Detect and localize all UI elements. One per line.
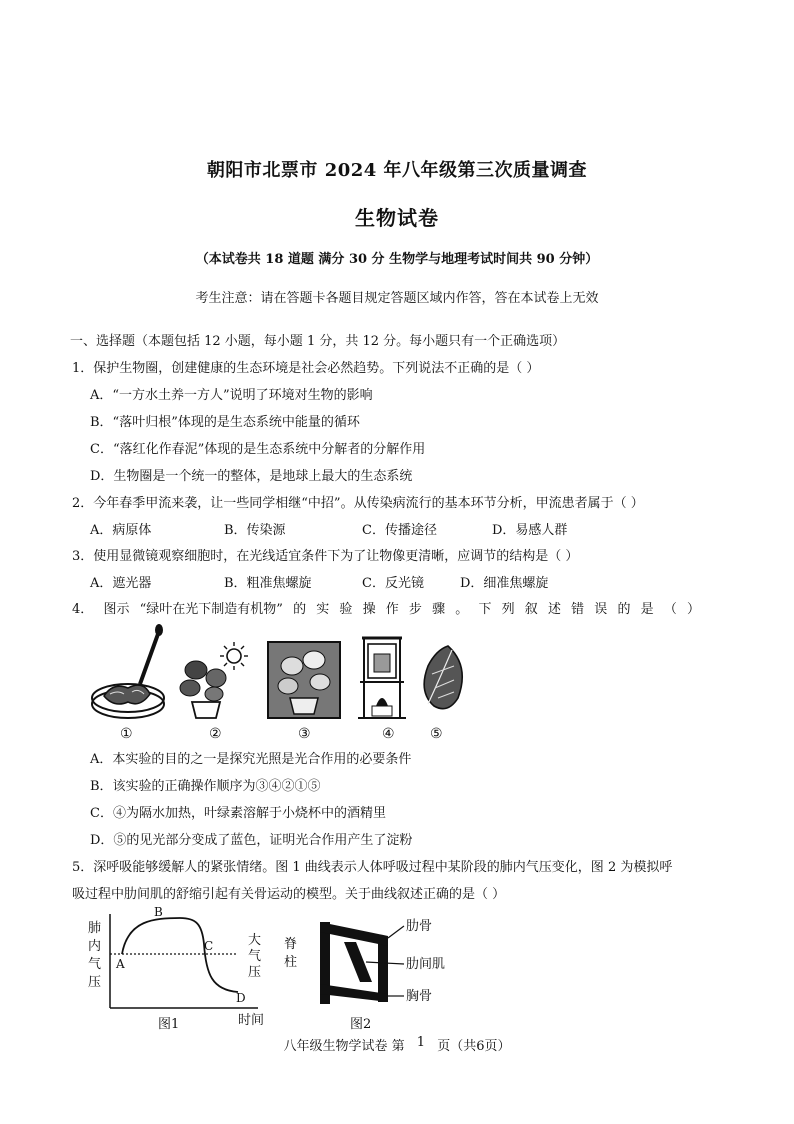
q4-part: 误 (594, 602, 608, 617)
footer-prefix: 八年级生物学试卷 第 (283, 1039, 405, 1054)
fig1-caption: 图1 (158, 1017, 180, 1032)
fig1-point-b: B (154, 905, 163, 919)
question-3-option-d: D．细准焦螺旋 (460, 576, 549, 591)
question-1-option-b: B．“落叶归根”体现的是生态系统中能量的循环 (90, 415, 360, 430)
question-4-option-c: C．④为隔水加热，叶绿素溶解于小烧杯中的酒精里 (90, 806, 386, 821)
question-3-option-c: C．反光镜 (362, 576, 424, 591)
question-3-stem: 3．使用显微镜观察细胞时，在光线适宜条件下为了让物像更清晰，应调节的结构是（ ） (72, 549, 579, 564)
q4-part: 错 (571, 602, 585, 617)
question-1-option-a: A．“一方水土养一方人”说明了环境对生物的影响 (90, 388, 373, 403)
question-3-option-a: A．遮光器 (90, 576, 152, 591)
fig1-ylabel-char: 压 (88, 975, 102, 990)
q4-part: 下 (478, 602, 492, 617)
fig2-label-rib: 肋骨 (406, 919, 433, 934)
question-1-option-c: C．“落红化作春泥”体现的是生态系统中分解者的分解作用 (90, 442, 426, 457)
fig2-label-sternum: 胸骨 (406, 989, 433, 1004)
question-1-option-d: D．生物圈是一个统一的整体，是地球上最大的生态系统 (90, 469, 413, 484)
fig1-ylabel-char: 内 (88, 939, 102, 954)
fig1-xlabel: 时间 (238, 1013, 265, 1028)
section-title: 一、选择题（本题包括 12 小题，每小题 1 分，共 12 分。每小题只有一个正确选项） (70, 334, 566, 349)
page-footer (0, 1035, 794, 1054)
question-1-stem: 1．保护生物圈，创建健康的生态环境是社会必然趋势。下列说法不正确的是（ ） (72, 361, 540, 376)
question-2-option-c: C．传播途径 (362, 523, 437, 538)
q4-part: 骤 (432, 602, 446, 617)
figure-label-3: ③ (298, 726, 311, 742)
q4-part: “绿叶在光下制造有机物” (139, 602, 283, 617)
fig2-label-intercostal: 肋间肌 (406, 957, 446, 972)
figure-label-5: ⑤ (430, 726, 443, 742)
question-5-stem-line1: 5．深呼吸能够缓解人的紧张情绪。图 1 曲线表示人体呼吸过程中某阶段的肺内气压变化，图 2 为模拟呼 (72, 860, 673, 875)
question-4-stem (72, 598, 700, 617)
fig1-point-a: A (116, 957, 125, 971)
q4-part: 的 (293, 602, 307, 617)
figure-label-2: ② (209, 726, 222, 742)
q4-part: 作 (385, 602, 399, 617)
q4-part: 叙 (524, 602, 538, 617)
q4-part: 。 (455, 602, 469, 617)
figure-label-1: ① (120, 726, 133, 742)
q4-part: 4． (72, 602, 94, 617)
exam-info: （本试卷共 18 道题 满分 30 分 生物学与地理考试时间共 90 分钟） (195, 252, 599, 267)
question-2-option-b: B．传染源 (224, 523, 286, 538)
fig1-atm-char: 大 (248, 933, 262, 948)
fig1-point-d: D (236, 991, 246, 1005)
question-3-options (90, 572, 548, 591)
question-2-option-d: D．易感人群 (492, 523, 568, 538)
petri-dish-icon (92, 624, 164, 718)
question-5-stem-line2: 吸过程中肋间肌的舒缩引起有关骨运动的模型。关于曲线叙述正确的是（ ） (72, 887, 506, 902)
figure-label-4: ④ (382, 726, 395, 742)
fig2-sternum-bar (378, 936, 388, 1002)
exam-subtitle: 生物试卷 (355, 206, 439, 230)
q4-part: （ (663, 602, 677, 617)
plant-sun-icon (180, 642, 248, 718)
q4-part: 操 (362, 602, 376, 617)
question-3-option-b: B．粗准焦螺旋 (224, 576, 312, 591)
water-bath-icon (358, 638, 406, 718)
plant-dark-icon (268, 642, 340, 718)
q4-part: 步 (408, 602, 422, 617)
footer-page-number: 1 (416, 1035, 426, 1050)
q4-part: 图示 (103, 602, 130, 617)
pressure-curve-figure (88, 904, 278, 1032)
q4-part: 实 (316, 602, 330, 617)
question-4-option-d: D．⑤的见光部分变成了蓝色，证明光合作用产生了淀粉 (90, 833, 413, 848)
fig2-caption: 图2 (350, 1017, 372, 1032)
q4-part: ） (686, 602, 700, 617)
question-2-stem: 2．今年春季甲流来袭，让一些同学相继“中招”。从传染病流行的基本环节分析，甲流患者属于（ ） (72, 496, 644, 511)
rib-model-figure (280, 912, 480, 1032)
fig2-lower-rib (320, 984, 388, 1002)
q4-part: 述 (547, 602, 561, 617)
fig1-ylabel-char: 气 (88, 957, 102, 972)
q4-part: 列 (501, 602, 515, 617)
question-4-option-a: A．本实验的目的之一是探究光照是光合作用的必要条件 (90, 752, 412, 767)
experiment-steps-figure (88, 622, 468, 726)
q4-part: 是 (640, 602, 654, 617)
footer-suffix: 页（共6页） (437, 1039, 511, 1054)
exam-title: 朝阳市北票市 2024 年八年级第三次质量调查 (206, 160, 588, 181)
question-2-option-a: A．病原体 (90, 523, 152, 538)
fig2-spine-char: 脊 (284, 937, 298, 952)
exam-notice: 考生注意：请在答题卡各题目规定答题区域内作答，答在本试卷上无效 (195, 291, 599, 306)
fig1-point-c: C (204, 939, 214, 953)
question-4-option-b: B．该实验的正确操作顺序为③④②①⑤ (90, 779, 321, 794)
q4-part: 验 (339, 602, 353, 617)
fig1-pressure-curve (122, 918, 238, 992)
stained-leaf-icon (424, 646, 462, 709)
fig2-spine-char: 柱 (284, 955, 298, 970)
fig1-atm-char: 压 (248, 965, 262, 980)
fig1-ylabel-char: 肺 (88, 921, 102, 936)
q4-part: 的 (617, 602, 631, 617)
question-2-options (90, 519, 567, 538)
fig1-atm-char: 气 (248, 949, 262, 964)
